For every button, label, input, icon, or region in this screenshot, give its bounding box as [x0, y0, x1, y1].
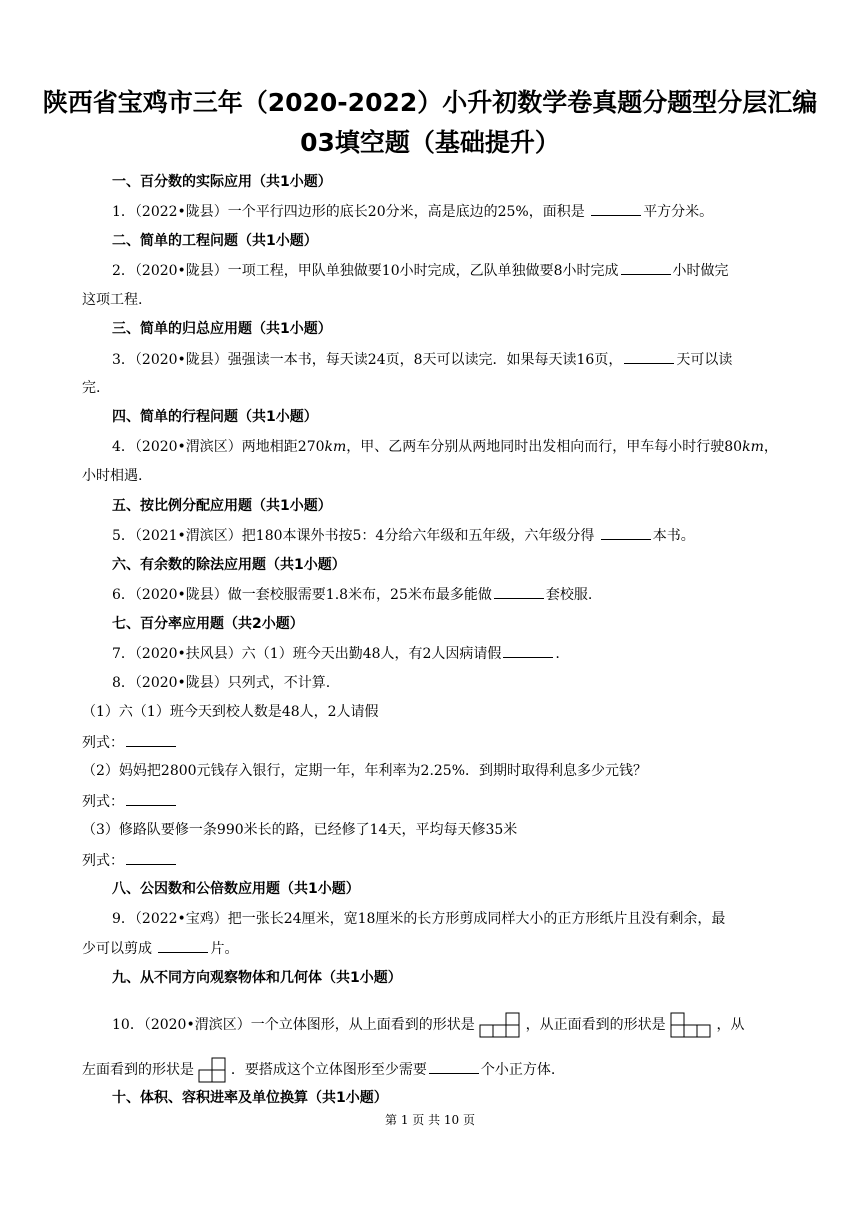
section-heading: 六、有余数的除法应用题（共1小题） — [112, 557, 346, 573]
answer-blank[interactable] — [503, 643, 553, 658]
section-heading: 十、体积、容积进率及单位换算（共1小题） — [112, 1090, 388, 1106]
answer-blank[interactable] — [621, 260, 671, 275]
answer-blank[interactable] — [601, 525, 651, 540]
question-4-continued: 小时相遇. — [82, 468, 143, 484]
answer-blank[interactable] — [494, 584, 544, 599]
question-3-continued: 完. — [82, 380, 101, 396]
page-footer: 第 1 页 共 10 页 — [385, 1113, 475, 1127]
section-heading: 九、从不同方向观察物体和几何体（共1小题） — [112, 970, 402, 986]
answer-blank[interactable] — [126, 850, 176, 865]
formula-line: 列式： — [82, 791, 178, 812]
question-8: 8．（2020•陇县）只列式，不计算. — [112, 675, 331, 691]
front-view-figure — [670, 1012, 712, 1038]
document-title-line1: 陕西省宝鸡市三年（2020-2022）小升初数学卷真题分题型分层汇编 — [42, 88, 818, 117]
section-heading: 八、公因数和公倍数应用题（共1小题） — [112, 881, 360, 897]
question-10: 10．（2020•渭滨区）一个立体图形，从上面看到的形状是 ，从正面看到的形状是 ，从 — [112, 1012, 745, 1038]
question-2: 2．（2020•陇县）一项工程，甲队单独做要10小时完成，乙队单独做要8小时完成 小时做完 — [112, 260, 729, 281]
question-10-continued: 左面看到的形状是 ．要搭成这个立体图形至少需要 个小正方体. — [82, 1057, 555, 1083]
answer-blank[interactable] — [126, 791, 176, 806]
question-1: 1．（2022•陇县）一个平行四边形的底长20分米，高是底边的25%，面积是 平方分米。 — [112, 201, 713, 222]
question-8-part-3: （3）修路队要修一条990米长的路，已经修了14天，平均每天修35米 — [82, 822, 518, 838]
question-9: 9．（2022•宝鸡）把一张长24厘米，宽18厘米的长方形剪成同样大小的正方形纸片且没有剩余，最 — [112, 911, 726, 927]
section-heading: 三、简单的归总应用题（共1小题） — [112, 321, 332, 337]
answer-blank[interactable] — [624, 349, 674, 364]
question-2-continued: 这项工程. — [82, 292, 143, 308]
answer-blank[interactable] — [126, 732, 176, 747]
answer-blank[interactable] — [158, 938, 208, 953]
top-view-figure — [479, 1012, 521, 1038]
question-4: 4．（2020•渭滨区）两地相距270km，甲、乙两车分别从两地同时出发相向而行，甲车每小时行驶80km， — [112, 439, 778, 455]
question-8-part-1: （1）六（1）班今天到校人数是48人，2人请假 — [82, 704, 379, 720]
answer-blank[interactable] — [429, 1059, 479, 1074]
section-heading: 二、简单的工程问题（共1小题） — [112, 233, 318, 249]
question-7: 7．（2020•扶风县）六（1）班今天出勤48人，有2人因病请假 . — [112, 643, 560, 664]
question-3: 3．（2020•陇县）强强读一本书，每天读24页，8天可以读完．如果每天读16页， 天可以读 — [112, 349, 732, 370]
question-6: 6．（2020•陇县）做一套校服需要1.8米布，25米布最多能做 套校服. — [112, 584, 592, 605]
document-title-line2: 03填空题（基础提升） — [300, 128, 560, 157]
formula-line: 列式： — [82, 732, 178, 753]
answer-blank[interactable] — [591, 201, 641, 216]
question-9-continued: 少可以剪成 片。 — [82, 938, 238, 959]
left-view-figure — [198, 1057, 226, 1083]
section-heading: 四、简单的行程问题（共1小题） — [112, 409, 318, 425]
section-heading: 一、百分数的实际应用（共1小题） — [112, 174, 332, 190]
question-8-part-2: （2）妈妈把2800元钱存入银行，定期一年，年利率为2.25%．到期时取得利息多少元钱？ — [82, 763, 648, 779]
section-heading: 七、百分率应用题（共2小题） — [112, 616, 304, 632]
section-heading: 五、按比例分配应用题（共1小题） — [112, 498, 332, 514]
question-5: 5．（2021•渭滨区）把180本课外书按5：4分给六年级和五年级，六年级分得 本书。 — [112, 525, 695, 546]
formula-line: 列式： — [82, 850, 178, 871]
